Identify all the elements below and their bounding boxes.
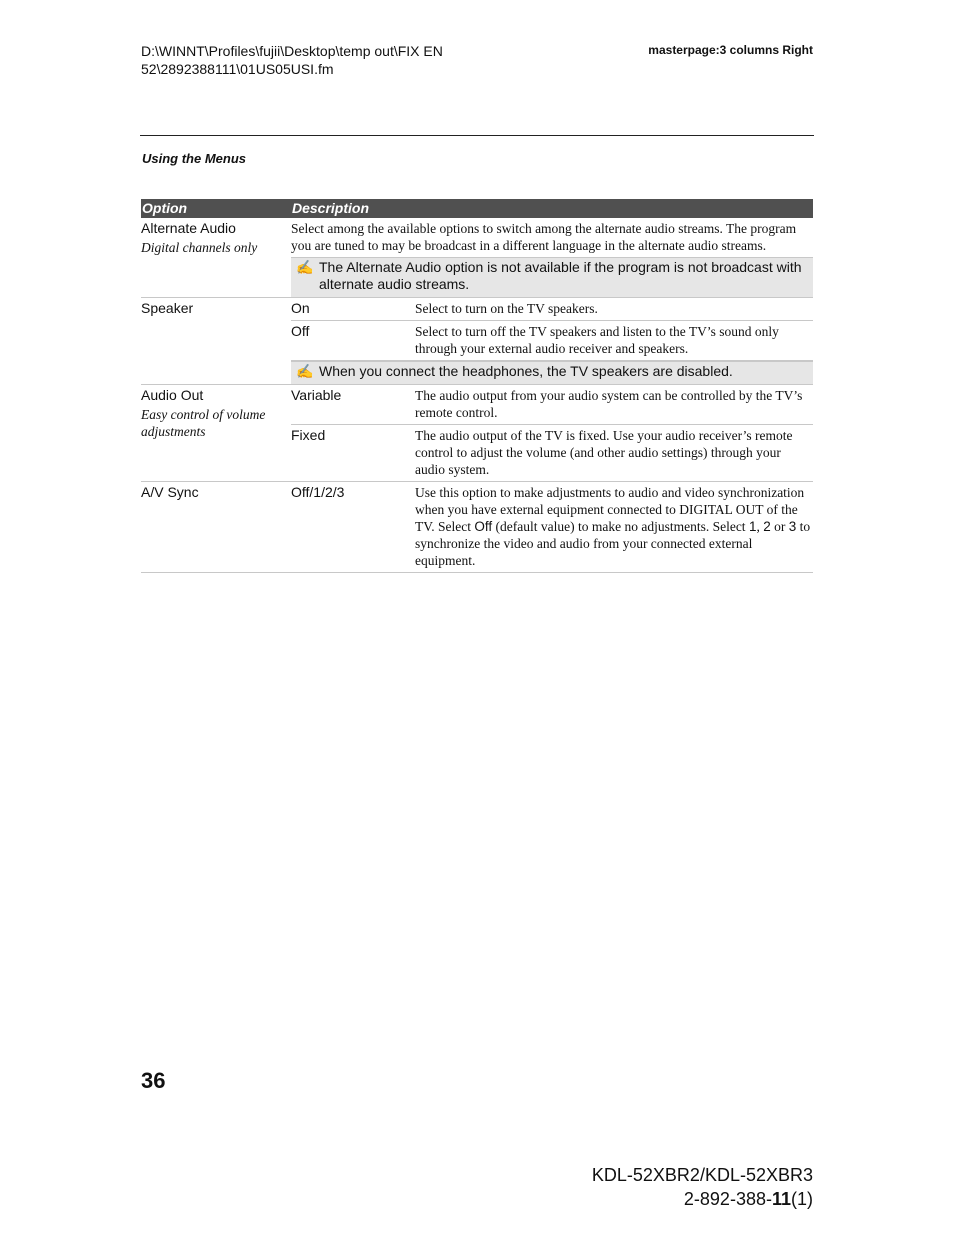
header-file-path [141,42,443,78]
desc-text: to synchronize the video and audio from your connected external equipment. [415,519,811,568]
section-title: Using the Menus [142,151,247,166]
options-table [141,199,813,573]
sub-option-label: Off [291,323,310,339]
table-header [141,199,813,218]
note-text: When you connect the headphones, the TV speakers are disabled. [319,363,733,379]
header-path-line-1: D:\WINNT\Profiles\fujii\Desktop\temp out\FIX EN [141,43,443,59]
sub-option-description: Select to turn on the TV speakers. [415,301,598,316]
note-box [291,361,813,384]
sub-option-label: Fixed [291,427,326,443]
header-option: Option [142,200,188,216]
desc-keyword: Off [474,519,493,534]
header-rule [140,135,814,136]
option-name: Audio Out [141,387,204,403]
sub-option-row [291,298,813,321]
table-row-audio-out [141,385,813,482]
sub-option-label: Off/1/2/3 [291,484,345,500]
sub-option-label: On [291,300,310,316]
desc-text: , [756,519,764,534]
option-subtitle: Easy control of volume adjustments [141,407,266,439]
page-number: 36 [141,1068,166,1093]
option-name: Speaker [141,300,194,316]
table-row-speaker [141,298,813,385]
desc-keyword: 3 [788,519,797,534]
header-masterpage: masterpage:3 columns Right [648,43,813,57]
code-part: 2-892-388- [683,1189,772,1209]
pencil-note-icon: ✍ [296,363,314,379]
header-path-line-2: 52\2892388111\01US05USI.fm [141,61,334,77]
sub-option-description [415,482,813,572]
table-row-alternate-audio [141,218,813,298]
document-code [592,1187,813,1211]
sub-option-description: The audio output from your audio system can be controlled by the TV’s remote control. [415,388,803,420]
sub-option-row [291,385,813,425]
sub-option-row [291,482,813,572]
sub-option-description: Select to turn off the TV speakers and listen to the TV’s sound only through your external audio receiver and speakers. [415,324,779,356]
footer-model-info [592,1163,813,1211]
option-subtitle: Digital channels only [141,240,258,255]
sub-option-label: Variable [291,387,342,403]
code-part-bold: 11 [771,1189,791,1209]
header-description: Description [292,200,370,216]
option-description: Select among the available options to switch among the alternate audio streams. The program you are tuned to may be broadcast in a different language in the alternate audio streams. [291,221,797,253]
sub-option-description: The audio output of the TV is fixed. Use your audio receiver’s remote control to adjust the volume (and other audio settings) through your audio system. [415,428,793,477]
desc-keyword: 1 [748,519,757,534]
pencil-note-icon: ✍ [296,259,314,275]
desc-text: Use this option to make adjustments to audio and video synchronization when you have external equipment connected to DIGITAL OUT of the TV. Select [415,485,805,534]
option-name: Alternate Audio [141,220,236,236]
code-part: (1) [791,1189,813,1209]
sub-option-row [291,321,813,361]
sub-option-row [291,425,813,481]
desc-text: (default value) to make no adjustments. Select [492,519,749,534]
note-text: The Alternate Audio option is not available if the program is not broadcast with alternate audio streams. [319,259,802,292]
note-box [291,257,813,297]
desc-text: or [770,519,789,534]
table-row-av-sync [141,482,813,573]
model-number: KDL-52XBR2/KDL-52XBR3 [591,1165,813,1185]
desc-keyword: 2 [763,519,771,534]
option-name: A/V Sync [141,484,199,500]
